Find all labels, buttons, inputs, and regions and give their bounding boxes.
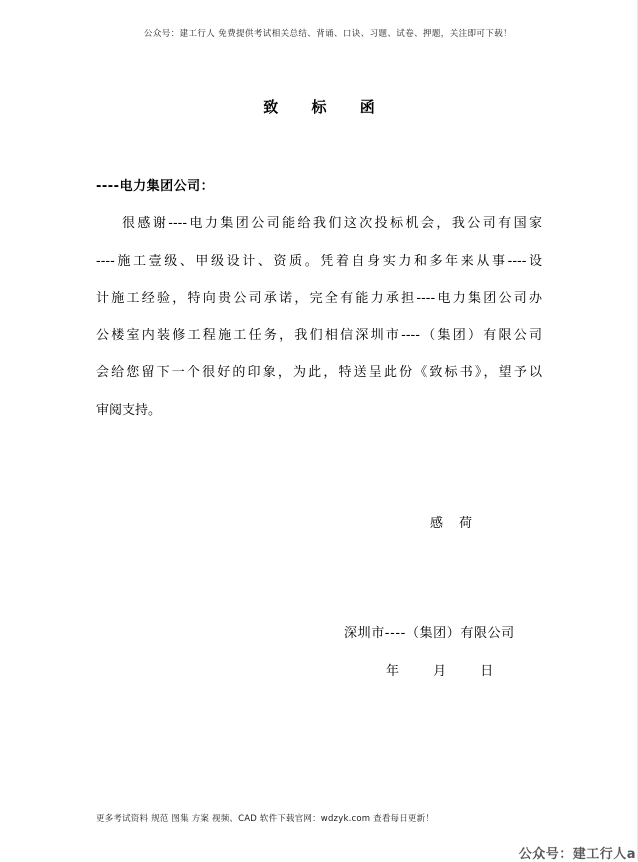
body-paragraph-line: 公楼室内装修工程施工任务，我们相信深圳市----（集团）有限公司 [96, 328, 542, 343]
body-paragraph-line: 审阅支持。 [96, 403, 162, 418]
body-paragraph-line: 很感谢----电力集团公司能给我们这次投标机会，我公司有国家 [122, 216, 542, 231]
document-title: 致 标 函 [263, 98, 389, 116]
addressee-line: ----电力集团公司： [96, 179, 215, 194]
body-paragraph-line: ----施工壹级、甲级设计、资质。凭着自身实力和多年来从事----设 [96, 254, 542, 269]
signature-date: 年 月 日 [386, 664, 509, 679]
body-paragraph-line: 会给您留下一个很好的印象，为此，特送呈此份《致标书》，望予以 [96, 365, 542, 380]
body-paragraph-line: 计施工经验，特向贵公司承诺，完全有能力承担----电力集团公司办 [96, 291, 542, 306]
watermark-text: 公众号：建工行人a [518, 847, 636, 862]
closing-thanks: 感荷 [430, 516, 489, 531]
signature-company: 深圳市----（集团）有限公司 [344, 626, 515, 641]
header-promo-note: 公众号：建工行人 免费提供考试相关总结、背诵、口诀、习题、试卷、押题，关注即可下载！ [144, 29, 513, 39]
footer-promo-note: 更多考试资料 规范 图集 方案 视频、CAD 软件下载官网：wdzyk.com 查看每日更新！ [96, 814, 435, 824]
